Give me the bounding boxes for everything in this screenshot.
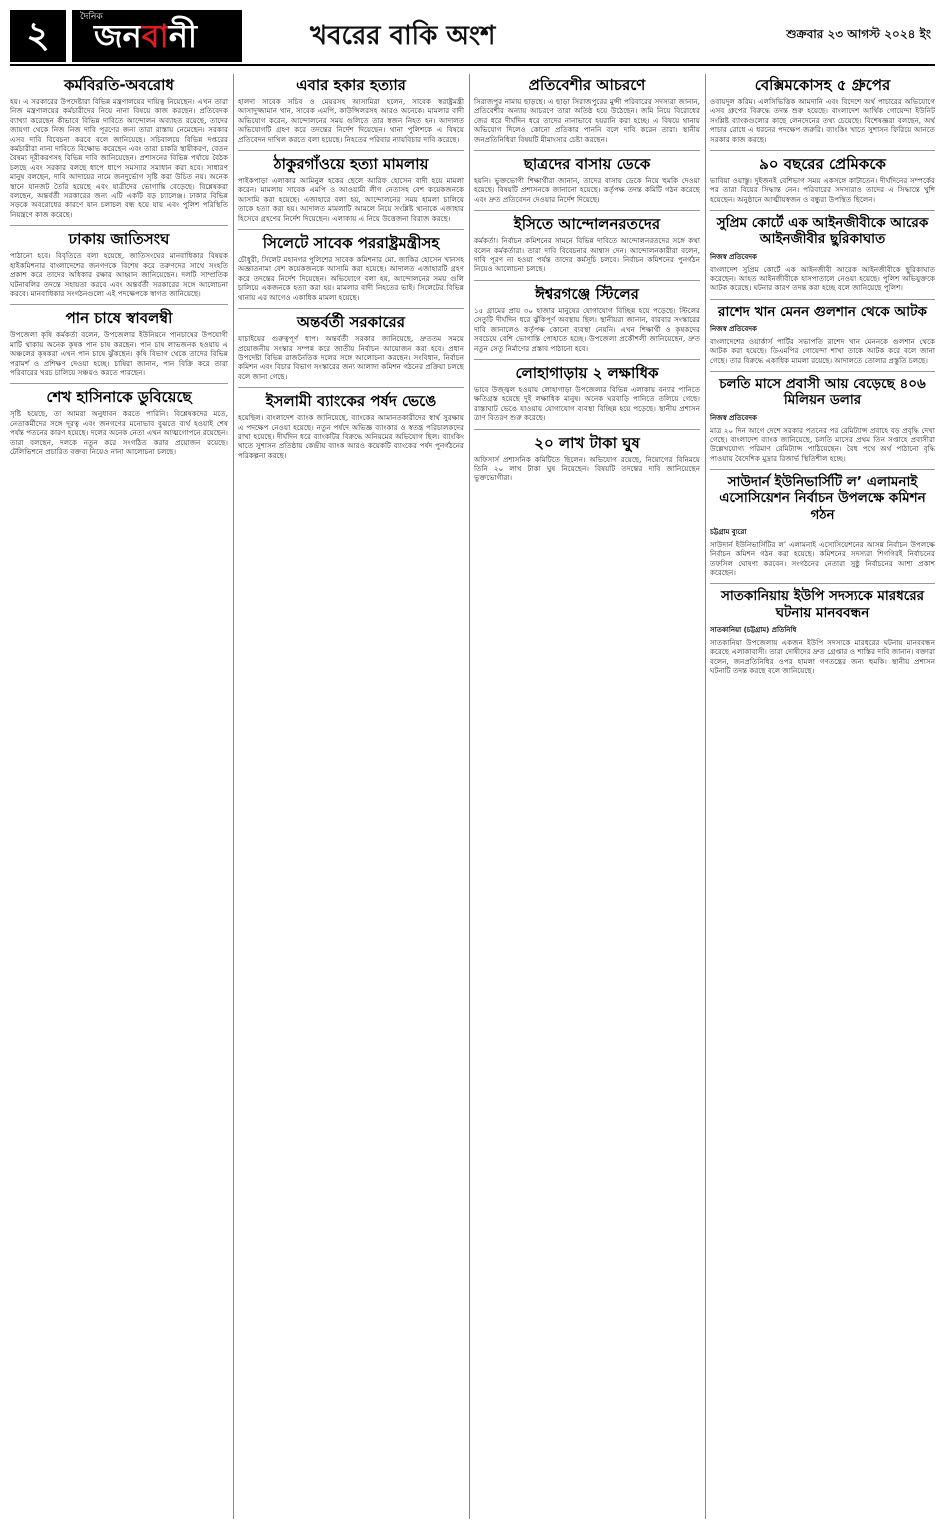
- masthead: [10, 10, 935, 62]
- article-separator: [238, 387, 464, 388]
- brand-right: নী: [168, 17, 198, 55]
- article-headline: কর্মবিরতি-অবরোধ: [64, 76, 174, 94]
- article-headline: ২০ লাখ টাকা ঘুষ: [534, 433, 640, 452]
- brand-small-label: দৈনিক: [80, 12, 103, 22]
- article-headline: রাশেদ খান মেনন গুলশান থেকে আটক: [718, 303, 927, 320]
- article-body: হয়নি। ভুক্তভোগী শিক্ষার্থীরা জানান, তাদের বাসায় ডেকে নিয়ে হুমকি দেওয়া হয়েছে। বিষয়টি প্রশাসনকে জানানো হয়েছে। কর্তৃপক্ষ তদন্ত কমিটি গঠন করেছে এবং দ্রুত প্রতিবেদন দেওয়ার নির্দেশ দিয়েছে।: [474, 176, 700, 204]
- article-headline: লোহাগাড়ায় ২ লক্ষাধিক: [515, 363, 659, 382]
- article-body: পাইকপাড়া এলাকার আমিনুল হকের ছেলে আরিফ হোসেন বাদী হয়ে মামলা করেন। মামলায় সাবেক এমপি ও আওয়ামী লীগ নেতাসহ বেশ কয়েকজনকে আসামি করা হয়েছে। এজাহারে বলা হয়, আন্দোলনের সময় হামলা চালিয়ে তাকে হত্যা করা হয়। আদালত মামলাটি আমলে নিয়ে সংশ্লিষ্ট থানাকে এজাহার হিসেবে গ্রহণের নির্দেশ দিয়েছেন। এলাকায় এ নিয়ে উত্তেজনা বিরাজ করছে।: [238, 176, 464, 223]
- article-body: সাউদার্ন ইউনিভার্সিটির ল’ এলামনাই এসোসিয়েশনের আসন্ন নির্বাচন উপলক্ষে নির্বাচন কমিশন গঠন করা হয়েছে। কমিশনের সদস্যরা শিগগিরই নির্বাচনের তফসিল ঘোষণা করবেন। সংগঠনের নেতারা সুষ্ঠু নির্বাচনের আশা প্রকাশ করেছেন।: [710, 539, 935, 578]
- article-body: বাংলাদেশ সুপ্রিম কোর্টে এক আইনজীবী আরেক আইনজীবীকে ছুরিকাঘাত করেছেন। আহত আইনজীবীকে হাসপাতালে নেওয়া হয়েছে। পুলিশ অভিযুক্তকে আটক করেছে। ঘটনার কারণ তদন্ত করা হচ্ছে বলে জানিয়েছে পুলিশ।: [710, 264, 935, 293]
- article-separator: [474, 280, 700, 281]
- article-body: যাচাইয়ের গুরুত্বপূর্ণ ধাপ। অন্তর্বর্তী সরকার জানিয়েছে, দ্রুততম সময়ে প্রয়োজনীয় সংস্কার সম্পন্ন করে জাতীয় নির্বাচন আয়োজন করা হবে। প্রধান উপদেষ্টা বিভিন্ন রাজনৈতিক দলের সঙ্গে আলোচনা করছেন। সংবিধান, নির্বাচন কমিশন এবং বিচার বিভাগ সংস্কারের জন্য আলাদা কমিশন গঠনের প্রক্রিয়া চলছে বলে জানা গেছে।: [238, 334, 464, 381]
- article: [10, 309, 228, 377]
- article-headline: ইসলামী ব্যাংকের পর্ষদ ভেঙে: [265, 392, 437, 411]
- article-separator: [710, 299, 935, 300]
- article-separator: [10, 225, 228, 226]
- article-separator: [474, 359, 700, 360]
- article-body: সৃষ্টি হয়েছে, তা আমরা অনুধাবন করতে পারিনি। বিশ্লেষকদের মতে, নেতাকর্মীদের সঙ্গে দূরত্ব এবং জনগণের মনোভাব বুঝতে ব্যর্থ হওয়াই শেষ পর্যন্ত পতনের কারণ হয়েছে। দলের অনেক নেতা এখন আত্মগোপনে রয়েছেন। তারা বলছেন, দলকে নতুন করে সংগঠিত করার প্রয়োজন রয়েছে। টেলিভিশনে প্রচারিত বক্তব্য নিয়েও নানা আলোচনা চলছে।: [10, 409, 228, 456]
- article: [474, 434, 700, 483]
- article: [238, 234, 464, 302]
- article-separator: [10, 304, 228, 305]
- article-separator: [474, 150, 700, 151]
- page-number: ২: [10, 10, 66, 62]
- article-body: বাংলাদেশের ওয়ার্কার্স পার্টির সভাপতি রাশেদ খান মেননকে গুলশান থেকে আটক করা হয়েছে। ডিএমপির গোয়েন্দা শাখা তাকে আটক করে বলে জানা গেছে। তার বিরুদ্ধে একাধিক মামলা রয়েছে। আদালতে তোলার প্রস্তুতি চলছে।: [710, 337, 935, 365]
- article-separator: [238, 308, 464, 309]
- article-separator: [710, 210, 935, 211]
- article: [710, 474, 935, 577]
- article-headline: সাতকানিয়ায় ইউপি সদস্যকে মারধরের ঘটনায় মানববন্ধন: [720, 588, 925, 621]
- article-body: ওবায়দুল করিম। এলসিভিত্তিক আমদানি এবং বিদেশে অর্থ পাচারের অভিযোগে এসব গ্রুপের বিরুদ্ধে তদন্ত শুরু হয়েছে। বাংলাদেশ আর্থিক গোয়েন্দা ইউনিট সংশ্লিষ্ট ব্যাংকগুলোর কাছে লেনদেনের তথ্য চেয়েছে। বিশেষজ্ঞরা বলছেন, অর্থ পাচার রোধে এ ধরনের পদক্ষেপ জরুরি। ব্যাংকিং খাতে সুশাসন ফিরিয়ে আনতে সরকার কাজ করছে।: [710, 97, 935, 144]
- article-body: পাঠানো হবে। বিবৃতিতে বলা হয়েছে, জাতিসংঘের মানবাধিকার বিষয়ক হাইকমিশনার বাংলাদেশের জনগণকে বিশেষ করে তরুণদের সাথে সংহতি প্রকাশ করে তাদের অধিকার রক্ষার আহ্বান জানিয়েছেন। দলটি সাম্প্রতিক ঘটনাবলির তদন্তে সহায়তা করবে এবং অন্তর্বর্তী সরকারের সঙ্গে আলোচনা করবে। মানবাধিকার সংগঠনগুলো এই পদক্ষেপকে স্বাগত জানিয়েছে।: [10, 251, 228, 298]
- article: [238, 392, 464, 460]
- article: [710, 155, 935, 204]
- column-divider: [233, 74, 234, 1519]
- column-1: [10, 74, 228, 1519]
- article-body: ভাবে উজ্জ্বল হওয়ায় লোহাগাড়া উপজেলার বিভিন্ন এলাকায় বন্যার পানিতে ক্ষতিগ্রস্ত হয়েছে দুই লক্ষাধিক মানুষ। অনেক ঘরবাড়ি পানিতে তলিয়ে গেছে। রাস্তাঘাট ভেঙে যাওয়ায় যোগাযোগ ব্যবস্থা বিচ্ছিন্ন হয়ে পড়েছে। স্থানীয় প্রশাসন ত্রাণ বিতরণ শুরু করেছে।: [474, 384, 700, 423]
- article-byline: সাতকানিয়া (চট্টগ্রাম) প্রতিনিধি: [710, 625, 797, 634]
- article-separator: [710, 371, 935, 372]
- article-headline: চলতি মাসে প্রবাসী আয় বেড়েছে ৪০৬ মিলিয়ন ডলার: [719, 376, 926, 409]
- article-body: ভাবিয়া ওয়াস্তু। দুইজনই বেশিভাগ সময় একসঙ্গে কাটাতেন। দীর্ঘদিনের সম্পর্কের পর তারা বিয়ের সিদ্ধান্ত নেন। পরিবারের সদস্যরাও তাদের এ সিদ্ধান্তে খুশি হয়েছেন। অনুষ্ঠানে আত্মীয়স্বজন ও বন্ধুরা উপস্থিত ছিলেন।: [710, 176, 935, 204]
- masthead-rule: [10, 64, 935, 66]
- article-body: মাত্র ২০ দিন আগে দেশে সরকার পতনের পর রেমিট্যান্স প্রবাহে বড় প্রবৃদ্ধি দেখা গেছে। বাংলাদেশ ব্যাংক জানিয়েছে, চলতি মাসের প্রথম তিন সপ্তাহে প্রবাসীরা উল্লেখযোগ্য পরিমাণ রেমিট্যান্স পাঠিয়েছেন। বৈধ পথে অর্থ পাঠানো বৃদ্ধি পাওয়ায় বৈদেশিক মুদ্রার রিজার্ভ স্থিতিশীল হচ্ছে।: [710, 425, 935, 463]
- article-body: ১৫ গ্রামের প্রায় ৩০ হাজার মানুষের যোগাযোগ বিচ্ছিন্ন হয়ে পড়েছে। স্টিলের সেতুটি দীর্ঘদিন ধরে ঝুঁকিপূর্ণ অবস্থায় ছিল। স্থানীয়রা জানান, বারবার সংস্কারের দাবি জানালেও কর্তৃপক্ষ কোনো ব্যবস্থা নেয়নি। এখন শিক্ষার্থী ও কৃষকদের সবচেয়ে বেশি ভোগান্তি পোহাতে হচ্ছে। উপজেলা প্রকৌশলী জানিয়েছেন, দ্রুত নতুন সেতু নির্মাণের প্রস্তাব পাঠানো হবে।: [474, 305, 700, 353]
- brand-left: জন: [94, 17, 142, 55]
- article-headline: ঈশ্বরগঞ্জে স্টিলের: [535, 284, 639, 303]
- article: [474, 155, 700, 204]
- article: [238, 155, 464, 223]
- article-body: কর্মকর্তা। নির্বাচন কমিশনের সামনে বিভিন্ন দাবিতে আন্দোলনরতদের সঙ্গে কথা বলেন কর্মকর্তারা। তারা দাবি বিবেচনার আশ্বাস দেন। আন্দোলনকারীরা বলেন, দাবি পূরণ না হওয়া পর্যন্ত তাদের কর্মসূচি চলবে। নির্বাচন কমিশনের পুনর্গঠন নিয়েও আলোচনা চলছে।: [474, 236, 700, 274]
- article-body: হয়। এ সরকারের উপদেষ্টারা বিভিন্ন মন্ত্রণালয়ের দায়িত্ব নিয়েছেন। এখন তারা নিজ মন্ত্রণালয়ের কর্মচারীদের নিয়ে নানা বিষয়ে কাজ করছেন। প্রতিবেদক ব্যাখ্যা করেছেন কীভাবে বিভিন্ন দাবিতে আন্দোলন অব্যাহত রয়েছে, তাদের জায়গা থেকে নিজ নিজ দাবি পূরণের জন্য তারা রাস্তায় নেমেছেন। সরকার এসব দাবি বিবেচনা করবে বলে জানিয়েছে। সচিবালয়ে বিভিন্ন দপ্তরের কর্মচারীরা নানা দাবিতে বিক্ষোভ করেছেন এবং তারা চাকরি স্থায়ীকরণ, বেতন বৈষম্য দূরীকরণসহ বিভিন্ন দাবি জানিয়েছেন। প্রশাসনের বিভিন্ন পর্যায়ে বৈঠক চলছে এবং সরকার বলছে ধাপে ধাপে সমস্যার সমাধান করা হবে। সাধারণ মানুষ বলছেন, দাবি আদায়ের নামে জনদুর্ভোগ সৃষ্টি করা উচিত নয়। অনেক স্থানে যানজট তৈরি হয়েছে এবং যাত্রীদের ভোগান্তি বেড়েছে। বিশ্লেষকরা বলছেন, অন্তর্বর্তী সরকারের জন্য এটি একটি বড় চ্যালেঞ্জ। ঢাকার বিভিন্ন সড়কে অবরোধের কারণে যান চলাচল বন্ধ হয়ে যায় এবং পুলিশ পরিস্থিতি নিয়ন্ত্রণে কাজ করেছে।: [10, 97, 228, 219]
- article-separator: [474, 429, 700, 430]
- column-divider: [705, 74, 706, 1519]
- article-headline: সাউদার্ন ইউনিভার্সিটি ল’ এলামনাই এসোসিয়েশন নির্বাচন উপলক্ষে কমিশন গঠন: [719, 474, 926, 523]
- article: [710, 304, 935, 365]
- article-headline: এবার হকার হত্যার: [296, 76, 406, 94]
- article-separator: [10, 383, 228, 384]
- column-3: [474, 74, 700, 1519]
- article-separator: [474, 210, 700, 211]
- article: [710, 76, 935, 144]
- article-separator: [238, 150, 464, 151]
- article-headline: সিলেটে সাবেক পররাষ্ট্রমন্ত্রীসহ: [262, 234, 440, 253]
- article-headline: বেক্সিমকোসহ ৫ গ্রুপের: [754, 76, 891, 94]
- article-body: সিরাজপুর নামায় ছাড়ছে। এ ছাড়া সিরাজপুরের মুন্সী পরিবারের সদস্যরা জানান, প্রতিবেশীর অন্যায় আচরণে তারা অতিষ্ঠ হয়ে উঠেছেন। জমি নিয়ে বিরোধের জের ধরে দীর্ঘদিন ধরে তাদের নানাভাবে হয়রানি করা হচ্ছে। এ বিষয়ে থানায় অভিযোগ দিলেও কোনো প্রতিকার পাননি বলে দাবি করেন তারা। স্থানীয় জনপ্রতিনিধিরা বিষয়টি মীমাংসার চেষ্টা করছেন।: [474, 97, 700, 144]
- article: [238, 76, 464, 144]
- article: [10, 76, 228, 219]
- publication-date: শুক্রবার ২৩ আগস্ট ২০২৪ ইং: [786, 27, 931, 41]
- article: [474, 76, 700, 144]
- column-divider: [469, 74, 470, 1519]
- article-body: উপজেলা কৃষি কর্মকর্তা বলেন, উপজেলার ইউনিয়নে পানচাষের উপযোগী মাটি থাকায় অনেক কৃষক পান চাষ করছেন। পান চাষ লাভজনক হওয়ায় এ অঞ্চলের কৃষকরা এখন পান চাষে ঝুঁকছেন। কৃষি বিভাগ থেকে তাদের বিভিন্ন পরামর্শ ও প্রশিক্ষণ দেওয়া হচ্ছে। চাষিরা জানান, পান বিক্রি করে তারা পরিবারের খরচ চালিয়ে সঞ্চয়ও করতে পারছেন।: [10, 330, 228, 377]
- article-body: অফিসার্স প্রশাসনিক কমিটিতে ছিলেন। অভিযোগ রয়েছে, নিয়োগের বিনিময়ে তিনি ২০ লাখ টাকা ঘুষ নিয়েছেন। বিষয়টি তদন্তের দাবি জানিয়েছেন ভুক্তভোগীরা।: [474, 454, 700, 483]
- article-headline: সুপ্রিম কোর্টে এক আইনজীবীকে আরেক আইনজীবীর ছুরিকাঘাত: [716, 215, 929, 248]
- article: [710, 588, 935, 675]
- article-byline: চট্টগ্রাম ব্যুরো: [710, 527, 747, 536]
- column-2: [238, 74, 464, 1519]
- article-body: হালদা সাবেক সচিব ও মেয়রসহ আসামিরা হলেন, সাবেক স্বরাষ্ট্রমন্ত্রী আসাদুজ্জামান খান, সাবেক এমপি, কাউন্সিলরসহ আরও অনেকে। মামলার বাদী অভিযোগ করেন, আন্দোলনের সময় গুলিতে তার স্বজন নিহত হন। আদালত অভিযোগটি গ্রহণ করে তদন্তের নির্দেশ দিয়েছেন। থানা পুলিশকে এ বিষয়ে প্রতিবেদন দাখিল করতে বলা হয়েছে। নিহতের পরিবার ন্যায়বিচার দাবি করেছে।: [238, 97, 464, 144]
- article-headline: ৯০ বছরের প্রেমিককে: [759, 155, 886, 174]
- article: [710, 376, 935, 463]
- article: [474, 364, 700, 423]
- article-body: হয়েছিল। বাংলাদেশ ব্যাংক জানিয়েছে, ব্যাংকের আমানতকারীদের স্বার্থ সুরক্ষায় এ পদক্ষেপ নেওয়া হয়েছে। নতুন পর্ষদে অভিজ্ঞ ব্যাংকার ও স্বতন্ত্র পরিচালকদের রাখা হয়েছে। দীর্ঘদিন ধরে ব্যাংকটির বিরুদ্ধে অনিয়মের অভিযোগ ছিল। ব্যাংকিং খাতে সুশাসন প্রতিষ্ঠায় কেন্দ্রীয় ব্যাংক আরও কয়েকটি ব্যাংকের পর্ষদ পুনর্গঠনের পরিকল্পনা করছে।: [238, 413, 464, 460]
- article-headline: অন্তর্বর্তী সরকারের: [297, 313, 405, 332]
- article-byline: নিজস্ব প্রতিবেদক: [710, 252, 757, 261]
- article-separator: [710, 583, 935, 584]
- article-separator: [710, 469, 935, 470]
- article: [710, 215, 935, 293]
- brand-accent: বা: [141, 17, 169, 55]
- article-byline: নিজস্ব প্রতিবেদক: [710, 413, 757, 422]
- article-headline: ঠাকুরগাঁওয়ে হত্যা মামলায়: [273, 155, 429, 174]
- section-title: খবরের বাকি অংশ: [310, 21, 496, 51]
- article-headline: ঢাকায় জাতিসংঘ: [68, 230, 170, 249]
- article-headline: শেখ হাসিনাকে ডুবিয়েছে: [46, 388, 192, 407]
- article: [474, 215, 700, 274]
- article-headline: পান চাষে স্বাবলম্বী: [65, 309, 173, 328]
- article-headline: প্রতিবেশীর আচরণে: [528, 76, 646, 94]
- article-body: চৌধুরী, সিলেট মহানগর পুলিশের সাবেক কমিশনার মো. জাকির হোসেন খানসহ অজ্ঞাতনামা বেশ কয়েকজনকে আসামি করা হয়েছে। আদালত এজাহারটি গ্রহণ করে তদন্তের নির্দেশ দিয়েছেন। অভিযোগে বলা হয়, আন্দোলনের সময় গুলি চালিয়ে একজনকে হত্যা করা হয়। মামলার বাদী নিহতের ভাই। সিলেটের বিভিন্ন থানায় এর আগেও একাধিক মামলা হয়েছে।: [238, 255, 464, 302]
- article: [474, 285, 700, 353]
- article-body: সাতকানিয়া উপজেলায় একজন ইউপি সদস্যকে মারধরের ঘটনায় মানববন্ধন করেছে এলাকাবাসী। তারা দোষীদের দ্রুত গ্রেপ্তার ও শাস্তির দাবি জানান। বক্তারা বলেন, জনপ্রতিনিধির ওপর হামলা গণতন্ত্রের জন্য হুমকি। স্থানীয় প্রশাসন ঘটনাটি তদন্ত করছে বলে জানিয়েছে।: [710, 637, 935, 676]
- article-byline: নিজস্ব প্রতিবেদক: [710, 325, 757, 334]
- article: [10, 388, 228, 456]
- article-separator: [238, 229, 464, 230]
- article: [238, 313, 464, 381]
- brand-logo: [72, 10, 242, 62]
- article-separator: [710, 150, 935, 151]
- column-4: [710, 74, 935, 1519]
- article-headline: ইসিতে আন্দোলনরতদের: [513, 215, 661, 234]
- article: [10, 230, 228, 298]
- article-headline: ছাত্রদের বাসায় ডেকে: [523, 155, 651, 174]
